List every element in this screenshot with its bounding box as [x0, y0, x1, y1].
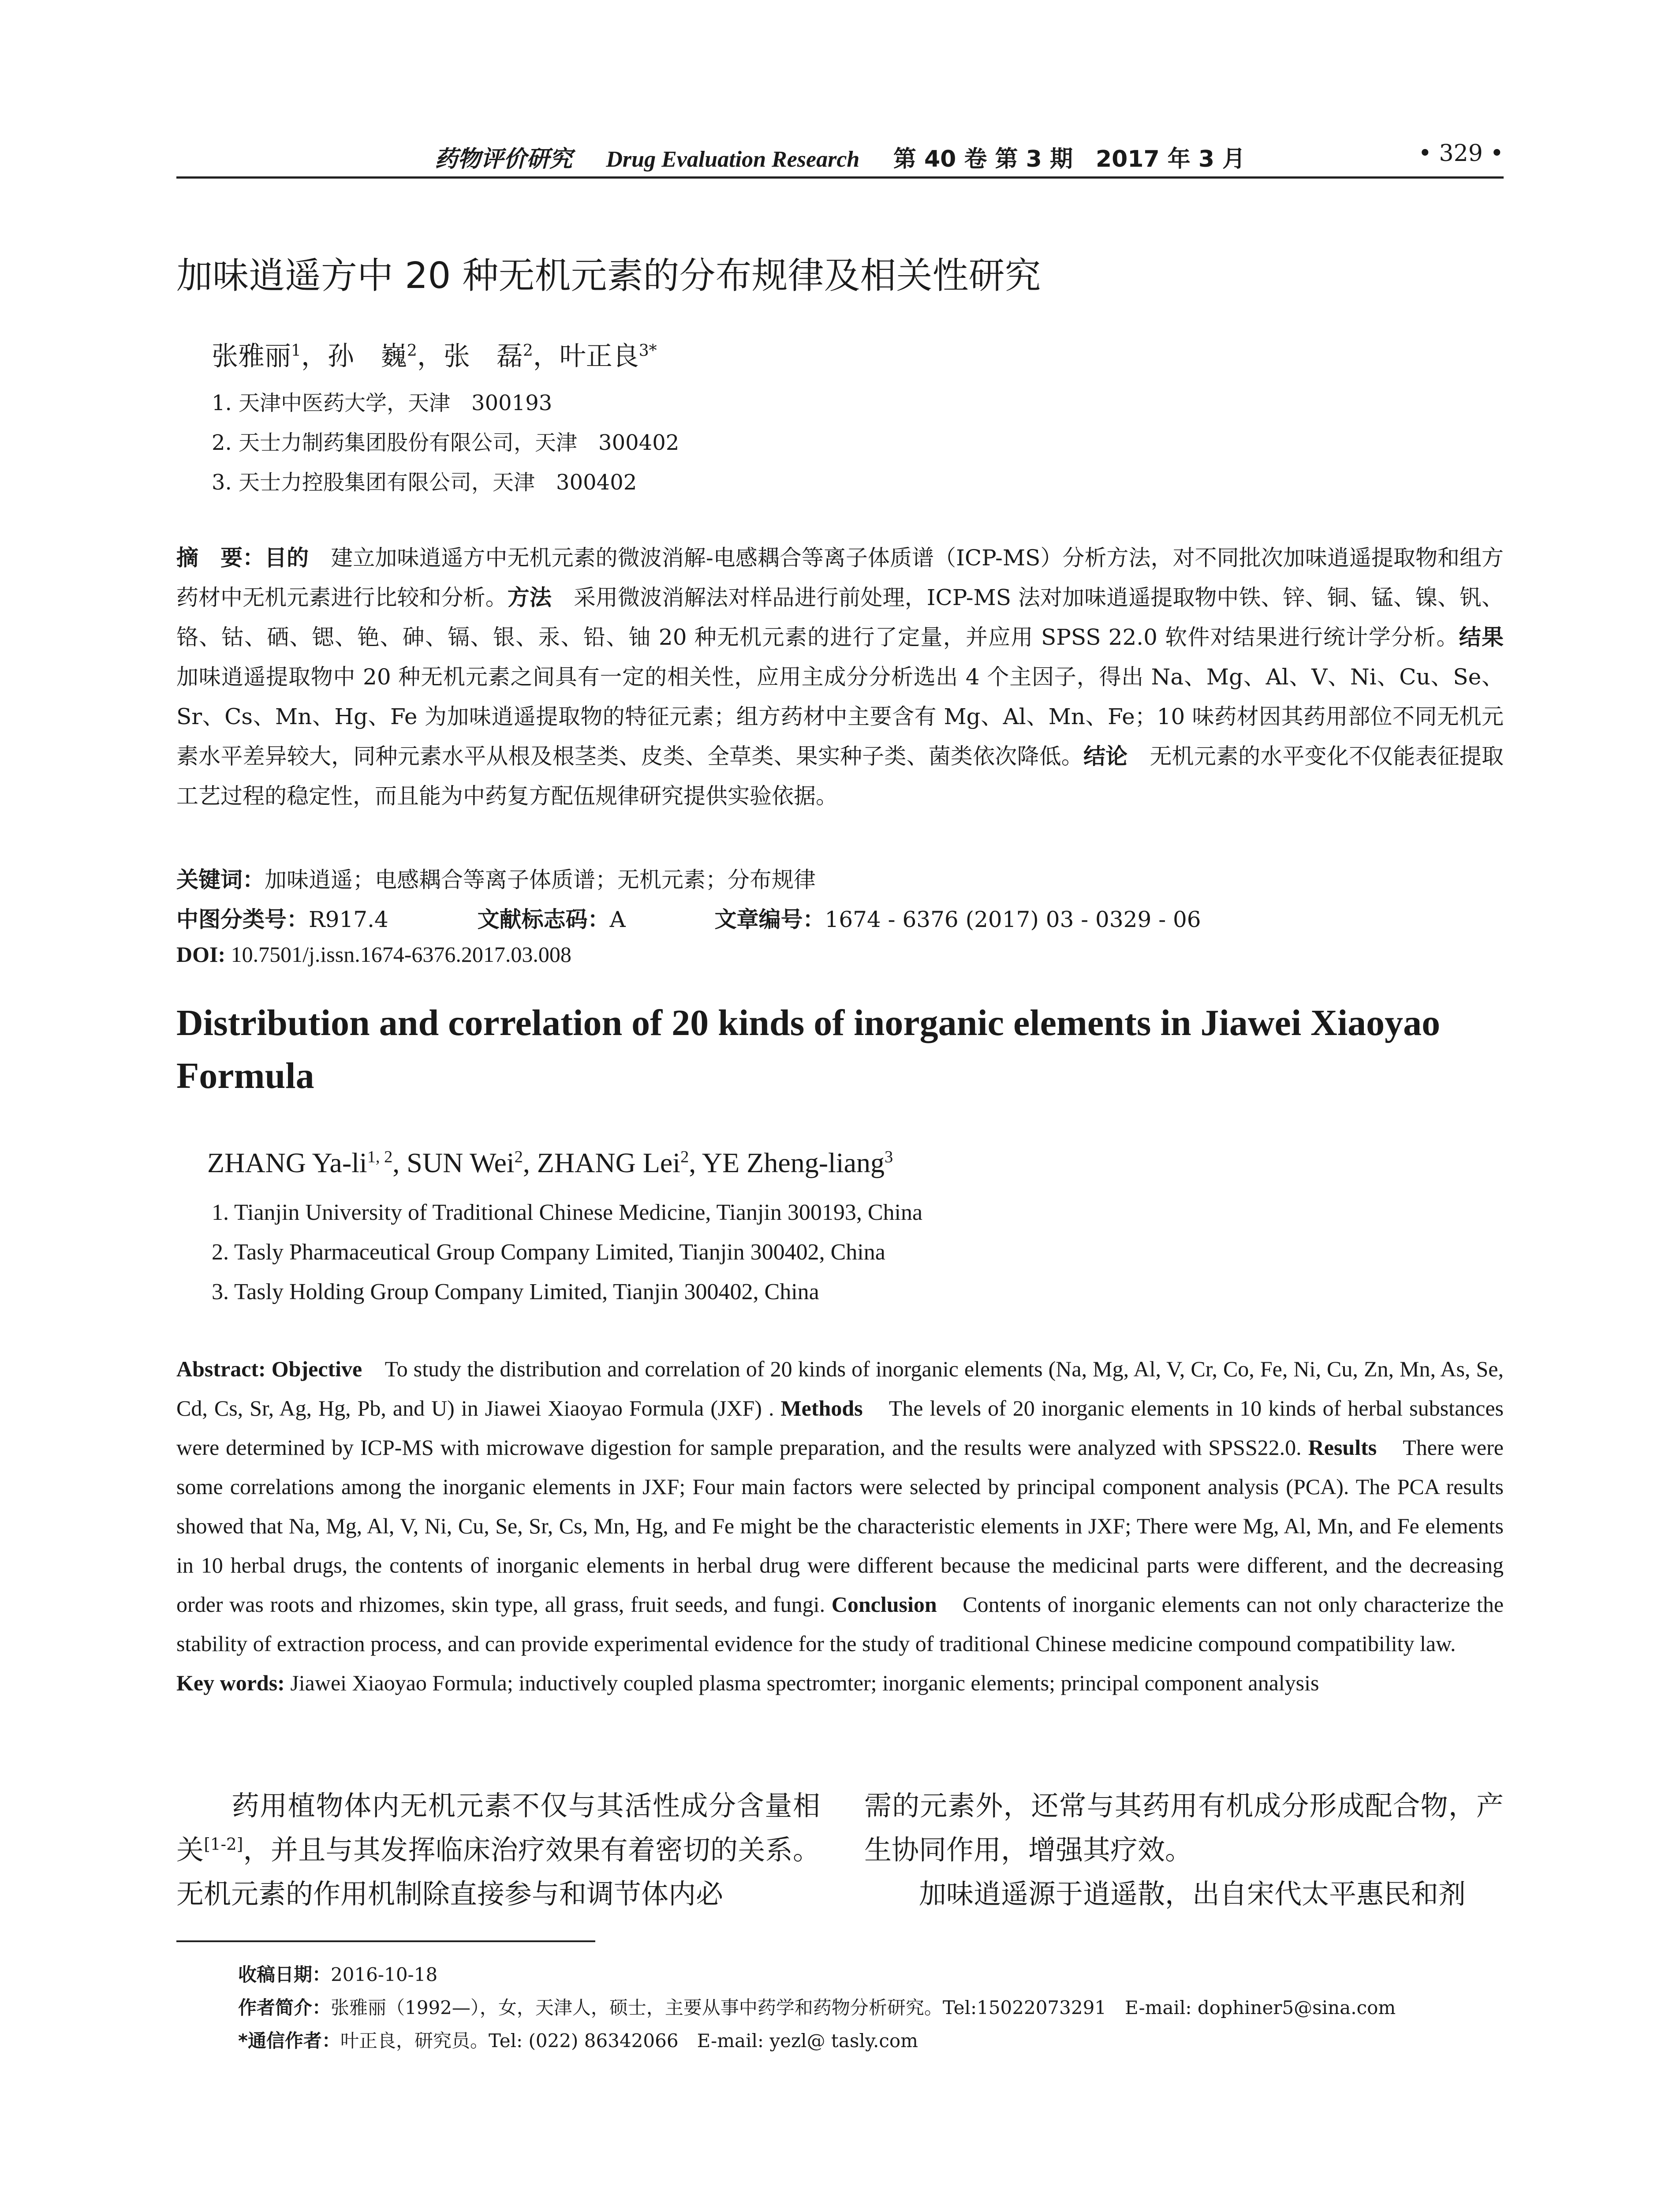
cn-affiliation-1: 1. 天津中医药大学，天津 300193: [212, 391, 553, 415]
cn-keywords: [176, 862, 816, 894]
cn-abstract: [176, 538, 1504, 816]
en-affiliation-1: 1. Tianjin University of Traditional Chinese Medicine, Tianjin 300193, China: [212, 1200, 923, 1225]
header-center: [176, 140, 1504, 173]
en-author: ZHANG Lei: [537, 1147, 681, 1178]
body-text: ，并且与其发挥临床治疗效果有着密切的关系。无机元素的作用机制除直接参与和调节体内必: [176, 1834, 820, 1910]
corr-value: 叶正良，研究员。Tel: (022) 86342066 E-mail: yezl@ tasly.com: [340, 2030, 918, 2052]
en-author: SUN Wei: [407, 1147, 515, 1178]
cn-methods: 采用微波消解法对样品进行前处理，ICP-MS 法对加味逍遥提取物中铁、锌、铜、锰、镍、钒、铬、钴、硒、锶、铯、砷、镉、银、汞、铅、铀 20 种无机元素的进行了定量，并应用 SPSS 22.0 软件对结果进行统计学分析。: [176, 585, 1504, 650]
doc-value: A: [609, 907, 626, 932]
en-methods-label: Methods: [780, 1396, 863, 1420]
cn-conclusion-label: 结论: [1083, 744, 1128, 769]
cn-keywords-label: 关键词：: [176, 867, 265, 893]
received-label: 收稿日期：: [238, 1964, 331, 1985]
corr-label: *通信作者：: [238, 2030, 340, 2052]
cn-author-sup: 2: [523, 342, 533, 360]
footnote-bio: [238, 1993, 1396, 2020]
cn-author-sup: 3*: [638, 342, 657, 360]
cn-conclusion: 无机元素的水平变化不仅能表征提取工艺过程的稳定性，而且能为中药复方配伍规律研究提供实验依据。: [176, 744, 1504, 809]
en-author: ZHANG Ya-li: [207, 1147, 367, 1178]
doi-value: 10.7501/j.issn.1674-6376.2017.03.008: [231, 942, 571, 967]
footnote-corresponding: [238, 2026, 918, 2053]
cn-affiliation-2: 2. 天士力制药集团股份有限公司，天津 300402: [212, 430, 679, 455]
header-rule: [176, 176, 1504, 179]
doi: [176, 942, 571, 967]
en-keywords-value: Jiawei Xiaoyao Formula; inductively coupled plasma spectromter; inorganic elements; principal component analysis: [290, 1671, 1319, 1695]
cn-affiliation-3: 3. 天士力控股集团有限公司，天津 300402: [212, 470, 637, 495]
body-paragraph: 加味逍遥源于逍遥散，出自宋代太平惠民和剂: [919, 1878, 1466, 1910]
clc-label: 中图分类号：: [176, 907, 309, 932]
en-title: Distribution and correlation of 20 kinds of inorganic elements in Jiawei Xiaoyao Formula: [176, 1002, 1441, 1096]
body-column-right: [864, 1784, 1504, 1916]
footnote-rule: [176, 1940, 595, 1942]
en-conclusion: Contents of inorganic elements can not only characterize the stability of extraction process, and can provide experimental evidence for the study of traditional Chinese medicine compound compatibility law.: [176, 1592, 1504, 1656]
cn-abstract-label: 摘 要：: [176, 545, 265, 571]
art-value: 1674 - 6376 (2017) 03 - 0329 - 06: [825, 907, 1201, 932]
body-column-left: [176, 1784, 820, 1916]
clc-value: R917.4: [309, 907, 388, 932]
en-keywords-label: Key words:: [176, 1671, 285, 1695]
cn-author: 张雅丽: [212, 341, 291, 372]
en-affiliation-2: 2. Tasly Pharmaceutical Group Company Limited, Tianjin 300402, China: [212, 1240, 885, 1265]
en-methods: The levels of 20 inorganic elements in 10 kinds of herbal substances were determined by ICP-MS with microwave digestion for sample preparation, and the results were analyzed with SPSS22.0.: [176, 1396, 1504, 1460]
cn-title: 加味逍遥方中 20 种无机元素的分布规律及相关性研究: [176, 255, 1041, 297]
cn-author-sup: 2: [407, 342, 417, 360]
cn-results-label: 结果: [1459, 624, 1504, 650]
cn-authors: 张雅丽$^1$，孙 巍$^2$，张 磊$^2$，叶正良$^{3*}$: [212, 341, 657, 372]
received-value: 2016-10-18: [331, 1964, 438, 1985]
en-authors: ZHANG Ya-li$^{1, 2}$, SUN Wei$^2$, ZHANG Lei$^2$, YE Zheng-liang$^3$: [207, 1147, 893, 1178]
en-affiliation-3: 3. Tasly Holding Group Company Limited, Tianjin 300402, China: [212, 1279, 819, 1304]
journal-name: Drug Evaluation Research: [606, 147, 860, 172]
cn-methods-label: 方法: [507, 585, 552, 610]
en-abstract: [176, 1349, 1504, 1703]
en-objective: To study the distribution and correlation of 20 kinds of inorganic elements (Na, Mg, Al, V, Cr, Co, Fe, Ni, Cu, Zn, Mn, As, Se, Cd, Cs, Sr, Ag, Hg, Pb, and U) in Jiawei Xiaoyao Formula (JXF) .: [176, 1357, 1504, 1420]
body-paragraph: 需的元素外，还常与其药用有机成分形成配合物，产生协同作用，增强其疗效。: [864, 1790, 1504, 1866]
cn-author: 叶正良: [559, 341, 639, 372]
running-header: [176, 140, 1504, 176]
bio-label: 作者简介：: [238, 1997, 331, 2018]
art-label: 文章编号：: [714, 907, 825, 932]
cn-results: 加味逍遥提取物中 20 种无机元素之间具有一定的相关性，应用主成分分析选出 4 个主因子，得出 Na、Mg、Al、V、Ni、Cu、Se、Sr、Cs、Mn、Hg、Fe 为加味逍遥提取物的特征元素；组方药材中主要含有 Mg、Al、Mn、Fe；10 味药材因其药用部位不同无机元素水平差异较大，同种元素水平从根及根茎类、皮类、全草类、果实种子类、菌类依次降低。: [176, 664, 1504, 769]
body-text: 药用植物体内无机元素不仅与其活性成分含量相关: [176, 1790, 820, 1866]
en-author: YE Zheng-liang: [702, 1147, 885, 1178]
journal-issue: 第 40 卷 第 3 期 2017 年 3 月: [893, 146, 1246, 172]
footnote-received: [238, 1960, 437, 1987]
bio-value: 张雅丽（1992—），女，天津人，硕士，主要从事中药学和药物分析研究。Tel:15022073291 E-mail: dophiner5@sina.com: [331, 1997, 1396, 2018]
citation-ref: [1-2]: [204, 1834, 243, 1854]
cn-author: 孙 巍: [327, 341, 407, 372]
page-number: • 329 •: [1418, 140, 1504, 167]
cn-author-sup: 1: [291, 342, 301, 360]
cn-objective-label: 目的: [265, 545, 309, 571]
en-author-sup: 3: [885, 1147, 893, 1166]
doi-label: DOI:: [176, 942, 226, 967]
cn-objective: 建立加味逍遥方中无机元素的微波消解-电感耦合等离子体质谱（ICP-MS）分析方法，对不同批次加味逍遥提取物和组方药材中无机元素进行比较和分析。: [176, 545, 1504, 610]
en-author-sup: 1, 2: [367, 1147, 393, 1166]
en-objective-label: Abstract: Objective: [176, 1357, 362, 1381]
cn-author: 张 磊: [443, 341, 523, 372]
en-author-sup: 2: [514, 1147, 523, 1166]
en-author-sup: 2: [680, 1147, 689, 1166]
en-conclusion-label: Conclusion: [831, 1592, 937, 1617]
en-results: There were some correlations among the inorganic elements in JXF; Four main factors were selected by principal component analysis (PCA). The PCA results showed that Na, Mg, Al, V, Ni, Cu, Se, Sr, Cs, Mn, Hg, and Fe might be the characteristic elements in JXF; There were Mg, Al, Mn, and Fe elements in 10 herbal drugs, the contents of inorganic elements in herbal drug were different because the medicinal parts were different, and the decreasing order was roots and rhizomes, skin type, all grass, fruit seeds, and fungi.: [176, 1435, 1504, 1617]
doc-label: 文献标志码：: [477, 907, 610, 932]
cn-classification: [176, 902, 1504, 934]
cn-keywords-value: 加味逍遥；电感耦合等离子体质谱；无机元素；分布规律: [265, 867, 816, 893]
journal-logo: 药物评价研究: [434, 146, 572, 172]
en-results-label: Results: [1308, 1435, 1377, 1460]
